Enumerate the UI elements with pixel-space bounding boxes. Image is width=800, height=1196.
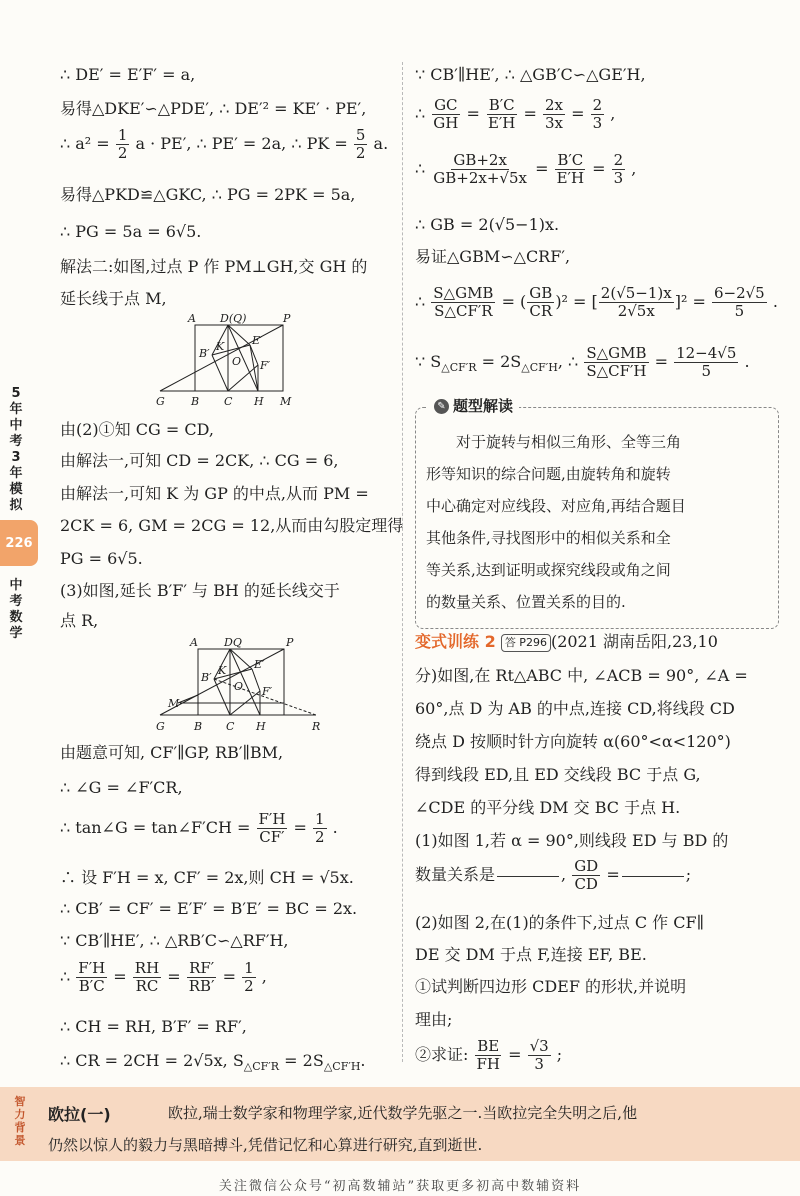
text-line: ∴ CB′ = CF′ = E′F′ = B′E′ = BC = 2x. — [60, 899, 358, 918]
point-label: F′ — [260, 359, 271, 372]
text-line: 由题意可知, CF′∥GP, RB′∥BM, — [60, 743, 284, 762]
point-label: C — [226, 720, 235, 733]
point-label: C — [224, 395, 233, 408]
fraction: $\frac{1}{2}$ — [244, 959, 254, 995]
text-line: 分)如图,在 Rt△ABC 中, ∠ACB = 90°, ∠A = — [415, 666, 748, 685]
point-label: H — [254, 395, 264, 408]
text-line: 2CK = 6, GM = 2CG = 12,从而由勾股定理得 — [60, 516, 404, 535]
text-line: DE 交 DM 于点 F,连接 EF, BE. — [415, 945, 647, 964]
fraction: $\frac{1}{2}$ — [117, 126, 128, 162]
point-label: A — [190, 636, 198, 649]
book-title: 5年中考3年模拟 — [9, 386, 23, 513]
fraction: $\frac{GB+2x}{GB+2x+√5x}$ — [433, 151, 527, 187]
column-divider — [402, 62, 403, 1062]
bar-text-line: 欧拉,瑞士数学家和物理学家,近代数学先驱之一.当欧拉完全失明之后,他 — [168, 1104, 638, 1122]
fraction: $\frac{2(√5-1)x}{2√5x}$ — [600, 284, 672, 320]
text-line: ∵ CB′∥HE′, ∴ △GB′C∽△GE′H, — [415, 65, 646, 84]
formula-line: ②求证: $\frac{BE}{FH}$ = $\frac{√3}{3}$ ; — [415, 1037, 563, 1073]
text-line: ∴ 设 F′H = x, CF′ = 2x,则 CH = √5x. — [60, 868, 354, 887]
point-label: K — [216, 340, 225, 353]
fraction: $\frac{√3}{3}$ — [529, 1037, 549, 1073]
knowledge-bar — [0, 1087, 800, 1161]
text-line: ∴ PG = 5a = 6√5. — [60, 222, 202, 241]
point-label: O — [234, 680, 244, 693]
formula-line: 数量关系是 , $\frac{GD}{CD}$ = ; — [415, 857, 692, 893]
fraction: $\frac{RF'}{RB'}$ — [188, 959, 215, 995]
text-line: ∠CDE 的平分线 DM 交 BC 于点 H. — [415, 798, 681, 817]
text-line: ∴ CH = RH, B′F′ = RF′, — [60, 1017, 247, 1036]
fraction: $\frac{12-4√5}{5}$ — [676, 344, 737, 380]
text-line: 点 R, — [60, 611, 99, 630]
fraction: $\frac{B'C}{E'H}$ — [487, 96, 516, 132]
formula-line: ∴ $\frac{F'H}{B'C}$ = $\frac{RH}{RC}$ = $\frac{RF'}{RB'}$ = $\frac{1}{2}$ , — [60, 959, 267, 995]
fraction: $\frac{6-2√5}{5}$ — [713, 284, 765, 320]
box-header — [428, 396, 519, 416]
point-label: H — [256, 720, 266, 733]
text-line: ∴ ∠G = ∠F′CR, — [60, 778, 183, 797]
text-line: ∴ DE′ = E′F′ = a, — [60, 65, 196, 84]
formula-line: ∴ $\frac{GC}{GH}$ = $\frac{B'C}{E'H}$ = $\frac{2x}{3x}$ = $\frac{2}{3}$ , — [415, 96, 616, 132]
point-label: B′ — [199, 347, 210, 360]
point-label: B′ — [201, 671, 212, 684]
formula-line: ∴ a² = $\frac{1}{2}$ a · PE′, ∴ PE′ = 2a, ∴ PK = $\frac{5}{2}$ a. — [60, 126, 389, 162]
box-line: 形等知识的综合问题,由旋转角和旋转 — [426, 465, 671, 483]
geometry-figure-1 — [150, 313, 400, 408]
fraction: $\frac{5}{2}$ — [355, 126, 366, 162]
point-label: G — [156, 395, 165, 408]
geometry-figure-2 — [150, 635, 400, 735]
text-line: PG = 6√5. — [60, 549, 143, 568]
point-label: P — [286, 636, 294, 649]
question-type-box — [415, 397, 779, 629]
text-line: ∵ CB′∥HE′, ∴ △RB′C∽△RF′H, — [60, 931, 289, 950]
text-line: 得到线段 ED,且 ED 交线段 BC 于点 G, — [415, 765, 701, 784]
fraction: $\frac{1}{2}$ — [315, 810, 325, 846]
exercise-header: 变式训练 2 答 P296 (2021 湖南岳阳,23,10 — [415, 632, 718, 651]
point-label: K — [218, 664, 227, 677]
text-line: ①试判断四边形 CDEF 的形状,并说明 — [415, 977, 687, 996]
box-line: 其他条件,寻找图形中的相似关系和全 — [426, 529, 671, 547]
answer-blank — [497, 875, 559, 877]
text-line: 易得△DKE′∽△PDE′, ∴ DE′² = KE′ · PE′, — [60, 99, 367, 118]
point-label: B — [191, 395, 200, 408]
fraction: $\frac{\text{S△GMB}}{S\triangle CF'R}$ — [433, 284, 494, 320]
formula-line: ∴ $\frac{\text{S△GMB}}{S\triangle CF'R}$ = ( $\frac{GB}{CR}$ )² = [ $\frac{2(√5-1)x}{2√5x}$ ]² = $\frac{6-2√5}{5}$ . — [415, 284, 778, 320]
point-label: B — [194, 720, 203, 733]
formula-line: ∴ CR = 2CH = 2√5x, $S_{\triangle CF'R} = 2S_{\triangle CF'H}$. — [60, 1051, 366, 1074]
box-line: 的数量关系、位置关系的目的. — [426, 593, 626, 611]
fraction: $\frac{BE}{FH}$ — [476, 1037, 500, 1073]
page-number-tab: 226 — [0, 520, 38, 566]
fraction: $\frac{F'H}{B'C}$ — [78, 959, 106, 995]
text-line: 解法二:如图,过点 P 作 PM⊥GH,交 GH 的 — [60, 257, 368, 276]
answer-page-badge: 答 P296 — [501, 634, 551, 652]
text-line: (1)如图 1,若 α = 90°,则线段 ED 与 BD 的 — [415, 831, 729, 850]
text-line: 延长线于点 M, — [60, 289, 167, 308]
text-line: 60°,点 D 为 AB 的中点,连接 CD,将线段 CD — [415, 699, 735, 718]
formula-line: ∵ $S_{\triangle CF'R} = 2S_{\triangle CF'H}$, ∴ $\frac{\text{S△GMB}}{S\triangle CF'H}$ = $\frac{12-4√5}{5}$ . — [415, 344, 750, 380]
bar-title: 欧拉(一) — [48, 1105, 111, 1124]
formula-line: ∴ $\frac{GB+2x}{GB+2x+√5x}$ = $\frac{B'C}{E'H}$ = $\frac{2}{3}$ , — [415, 151, 637, 187]
box-line: 等关系,达到证明或探究线段或角之间 — [426, 561, 671, 579]
point-label: E′ — [254, 658, 265, 671]
point-label: O — [232, 355, 242, 368]
point-label: E′ — [252, 334, 263, 347]
box-line: 中心确定对应线段、对应角,再结合题目 — [426, 497, 686, 515]
point-label: R — [312, 720, 321, 733]
fraction: $\frac{2x}{3x}$ — [544, 96, 563, 132]
subject-label: 中考数学 — [9, 578, 23, 641]
footer-note: 关注微信公众号“初高数辅站”获取更多初高中数辅资料 — [218, 1179, 582, 1194]
point-label: G — [156, 720, 165, 733]
point-label: P — [283, 313, 291, 325]
box-title: 题型解读 — [453, 397, 514, 415]
pencil-icon: ✎ — [434, 399, 449, 414]
box-text — [426, 426, 768, 618]
fraction: $\frac{B'C}{E'H}$ — [556, 151, 585, 187]
text-line: 理由; — [415, 1010, 453, 1029]
answer-blank — [622, 875, 684, 877]
text-line: (3)如图,延长 B′F′ 与 BH 的延长线交于 — [60, 581, 340, 600]
point-label: M — [168, 697, 180, 710]
exercise-title: 变式训练 2 — [415, 632, 496, 651]
point-label: M — [280, 395, 292, 408]
fraction: $\frac{GB}{CR}$ — [529, 284, 553, 320]
fraction: $\frac{GC}{GH}$ — [433, 96, 459, 132]
text-line: 由解法一,可知 K 为 GP 的中点,从而 PM = — [60, 484, 369, 503]
point-label: A — [188, 313, 196, 325]
box-line: 对于旋转与相似三角形、全等三角 — [456, 433, 682, 451]
bar-text-line: 仍然以惊人的毅力与黑暗搏斗,凭借记忆和心算进行研究,直到逝世. — [48, 1136, 483, 1154]
fraction: $\frac{GD}{CD}$ — [574, 857, 599, 893]
point-label: DQ — [224, 636, 242, 649]
text-line: 易证△GBM∽△CRF′, — [415, 247, 571, 266]
fraction: $\frac{2}{3}$ — [592, 96, 603, 132]
text-line: 由解法一,可知 CD = 2CK, ∴ CG = 6, — [60, 451, 339, 470]
fraction: $\frac{F'H}{CF'}$ — [258, 810, 286, 846]
text-line: 绕点 D 按顺时针方向旋转 α(60°<α<120°) — [415, 732, 731, 751]
point-label: F′ — [262, 685, 273, 698]
text-line: (2)如图 2,在(1)的条件下,过点 C 作 CF∥ — [415, 913, 705, 932]
formula-line: ∴ tan∠G = tan∠F′CH = $\frac{F'H}{CF'}$ = $\frac{1}{2}$ . — [60, 810, 338, 846]
point-label: D(Q) — [220, 313, 247, 325]
fraction: $\frac{RH}{RC}$ — [134, 959, 160, 995]
bar-tag: 智力背景 — [14, 1095, 26, 1147]
text-line: 由(2)①知 CG = CD, — [60, 420, 214, 439]
fraction: $\frac{\text{S△GMB}}{S\triangle CF'H}$ — [586, 344, 647, 380]
text-line: ∴ GB = 2(√5−1)x. — [415, 215, 560, 234]
text-line: 易得△PKD≌△GKC, ∴ PG = 2PK = 5a, — [60, 185, 356, 204]
fraction: $\frac{2}{3}$ — [613, 151, 624, 187]
